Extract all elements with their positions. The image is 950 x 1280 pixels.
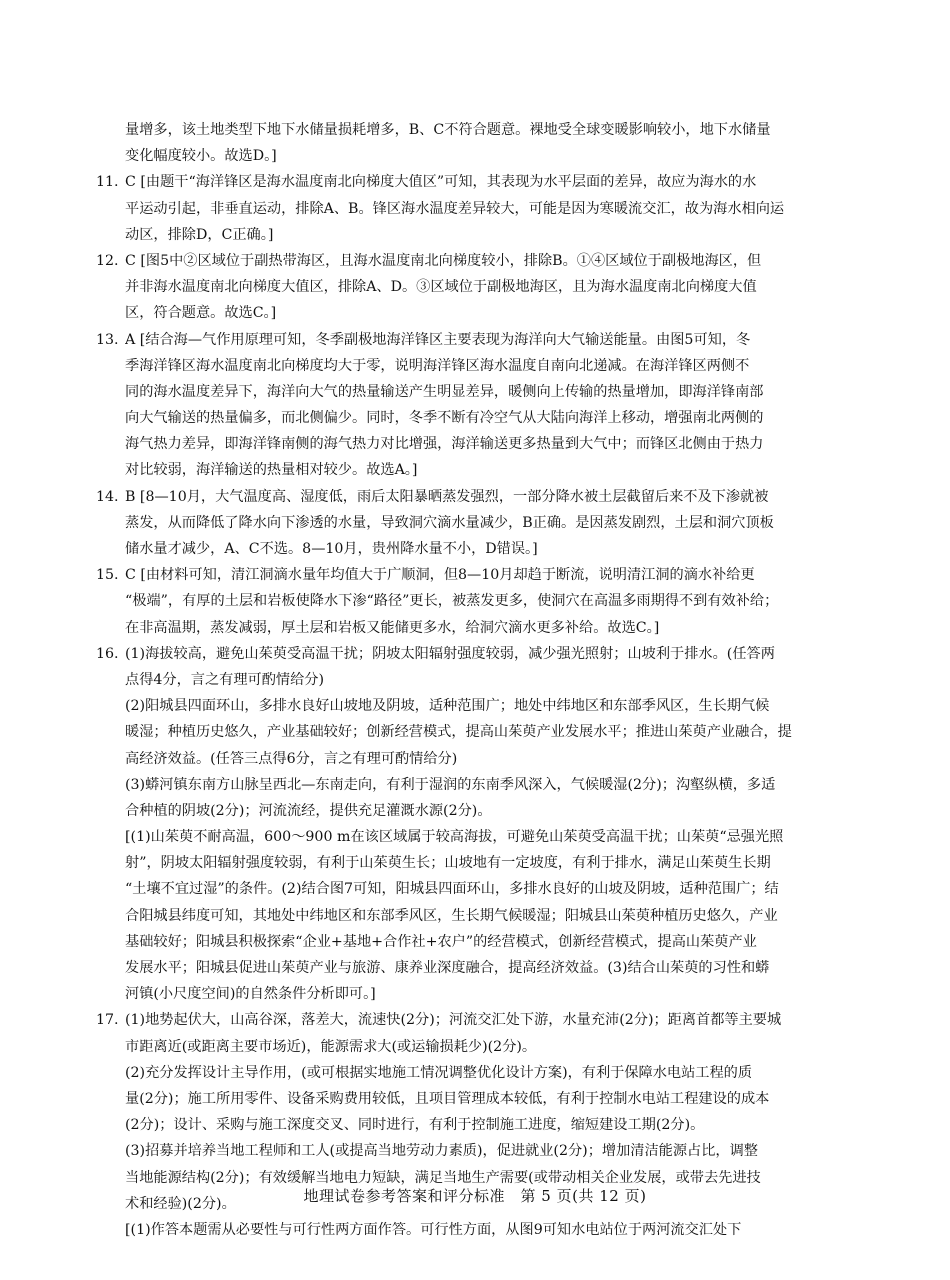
text-line: 暖湿；种植历史悠久，产业基础较好；创新经营模式，提高山茱萸产业发展水平；推进山茱萸产业融合，提 bbox=[125, 724, 792, 741]
text-line: B [8—10月，大气温度高、湿度低，雨后太阳暴晒蒸发强烈，一部分降水被土层截留后来不及下渗就被 bbox=[125, 488, 769, 505]
continued-text bbox=[97, 117, 857, 169]
text-line: 平运动引起，非垂直运动，排除A、B。锋区海水温度差异较大，可能是因为寒暖流交汇，故为海水相向运 bbox=[125, 200, 785, 217]
question-number: 15. bbox=[96, 567, 119, 584]
text-line: (2)阳城县四面环山，多排水良好山坡地及阴坡，适种范围广；地处中纬地区和东部季风区，生长期气候 bbox=[125, 698, 770, 715]
answer-body bbox=[125, 327, 857, 484]
text-line: [(1)山茱萸不耐高温，600～900 m在该区域属于较高海拔，可避免山茱萸受高温干扰；山茱萸“忌强光照 bbox=[125, 829, 784, 846]
question-number: 16. bbox=[96, 645, 119, 662]
text-line: 河镇(小尺度空间)的自然条件分析即可。] bbox=[125, 986, 376, 1003]
text-line: 区，符合题意。故选C。] bbox=[125, 305, 277, 322]
text-line: 向大气输送的热量偏多，而北侧偏少。同时，冬季不断有冷空气从大陆向海洋上移动，增强南北两侧的 bbox=[125, 410, 764, 427]
text-line: 动区，排除D，C正确。] bbox=[125, 226, 274, 243]
text-line: 当地能源结构(2分)；有效缓解当地电力短缺，满足当地生产需要(或带动相关企业发展，或带去先进技 bbox=[125, 1169, 761, 1186]
text-line: 对比较弱，海洋输送的热量相对较少。故选A。] bbox=[125, 462, 418, 479]
text-line: 季海洋锋区海水温度南北向梯度均大于零，说明海洋锋区海水温度自南向北递减。在海洋锋区两侧不 bbox=[125, 357, 750, 374]
answer-body bbox=[125, 641, 857, 1008]
text-line: 合种植的阴坡(2分)；河流流经，提供充足灌溉水源(2分)。 bbox=[125, 802, 492, 819]
text-line: (3)蟒河镇东南方山脉呈西北—东南走向，有利于湿润的东南季风深入，气候暖湿(2分)；沟壑纵横，多适 bbox=[125, 776, 776, 793]
text-line: 在非高温期，蒸发减弱，厚土层和岩板又能储更多水，给洞穴滴水更多补给。故选C。] bbox=[125, 619, 660, 636]
answer-item bbox=[97, 169, 857, 248]
text-line: (1)海拔较高，避免山茱萸受高温干扰；阴坡太阳辐射强度较弱，减少强光照射；山坡利于排水。(任答两 bbox=[125, 645, 775, 662]
text-line: (1)地势起伏大，山高谷深，落差大，流速快(2分)；河流交汇处下游，水量充沛(2分)；距离首都等主要城 bbox=[125, 1012, 782, 1029]
text-line: 市距离近(或距离主要市场近)，能源需求大(或运输损耗少)(2分)。 bbox=[125, 1038, 537, 1055]
answer-item bbox=[97, 248, 857, 327]
text-line: 术和经验)(2分)。 bbox=[125, 1195, 236, 1212]
text-line: A [结合海—气作用原理可知，冬季副极地海洋锋区主要表现为海洋向大气输送能量。由图5可知，冬 bbox=[125, 331, 751, 348]
question-number: 13. bbox=[96, 331, 119, 348]
text-line: 量(2分)；施工所用零件、设备采购费用较低，且项目管理成本较低，有利于控制水电站工程建设的成本 bbox=[125, 1090, 770, 1107]
text-line: (2)充分发挥设计主导作用，(或可根据实地施工情况调整优化设计方案)，有利于保障水电站工程的质 bbox=[125, 1064, 753, 1081]
text-line: “土壤不宜过湿”的条件。(2)结合图7可知，阳城县四面环山，多排水良好的山坡及阴坡，适种范围广；结 bbox=[125, 881, 779, 898]
answer-item bbox=[97, 484, 857, 563]
text-line: 量增多，该土地类型下地下水储量损耗增多，B、C不符合题意。裸地受全球变暖影响较小，地下水储量 bbox=[125, 122, 771, 138]
text-line: 点得4分，言之有理可酌情给分) bbox=[125, 671, 325, 688]
answer-item bbox=[97, 641, 857, 1008]
answer-body bbox=[125, 117, 857, 169]
answer-body bbox=[125, 562, 857, 641]
text-line: 基础较好；阳城县积极探索“企业+基地+合作社+农户”的经营模式，创新经营模式，提高山茱萸产业 bbox=[125, 933, 757, 950]
answer-body bbox=[125, 169, 857, 248]
question-number: 17. bbox=[96, 1012, 119, 1029]
text-line: 合阳城县纬度可知，其地处中纬地区和东部季风区，生长期气候暖湿；阳城县山茱萸种植历史悠久，产业 bbox=[125, 907, 778, 924]
text-line: 并非海水温度南北向梯度大值区，排除A、D。③区域位于副极地海区，且为海水温度南北向梯度大值 bbox=[125, 279, 757, 296]
question-number: 12. bbox=[96, 252, 119, 269]
text-line: (3)招募并培养当地工程师和工人(或提高当地劳动力素质)，促进就业(2分)；增加清洁能源占比，调整 bbox=[125, 1143, 758, 1160]
text-line: 蒸发，从而降低了降水向下渗透的水量，导致洞穴滴水量减少，B正确。是因蒸发剧烈，土层和洞穴顶板 bbox=[125, 514, 774, 531]
text-line: C [由题干“海洋锋区是海水温度南北向梯度大值区”可知，其表现为水平层面的差异，故应为海水的水 bbox=[125, 174, 757, 191]
question-number: 14. bbox=[96, 488, 119, 505]
answer-body bbox=[125, 484, 857, 563]
text-line: 变化幅度较小。故选D。] bbox=[125, 148, 277, 165]
answer-item bbox=[97, 327, 857, 484]
answer-item bbox=[97, 1007, 857, 1243]
text-line: 高经济效益。(任答三点得6分，言之有理可酌情给分) bbox=[125, 750, 458, 767]
text-line: 储水量才减少，A、C不选。8—10月，贵州降水量不小，D错误。] bbox=[125, 541, 538, 557]
text-line: C [由材料可知，清江洞滴水量年均值大于广顺洞，但8—10月却趋于断流，说明清江洞的滴水补给更 bbox=[125, 567, 755, 584]
text-line: 同的海水温度差异下，海洋向大气的热量输送产生明显差异，暖侧向上传输的热量增加，即海洋锋南部 bbox=[125, 383, 764, 400]
text-line: 射”，阴坡太阳辐射强度较弱，有利于山茱萸生长；山坡地有一定坡度，有利于排水，满足山茱萸生长期 bbox=[125, 855, 771, 872]
text-line: C [图5中②区域位于副热带海区，且海水温度南北向梯度较小，排除B。①④区域位于副极地海区，但 bbox=[125, 252, 762, 269]
text-line: “极端”，有厚的土层和岩板使降水下渗“路径”更长，被蒸发更多，使洞穴在高温多雨期得不到有效补给； bbox=[125, 593, 779, 610]
question-number: 11. bbox=[96, 174, 119, 191]
text-line: (2分)；设计、采购与施工深度交叉、同时进行，有利于控制施工进度，缩短建设工期(2分)。 bbox=[125, 1117, 705, 1134]
text-line: 发展水平；阳城县促进山茱萸产业与旅游、康养业深度融合，提高经济效益。(3)结合山茱萸的习性和蟒 bbox=[125, 960, 770, 976]
answer-item bbox=[97, 562, 857, 641]
text-line: [(1)作答本题需从必要性与可行性两方面作答。可行性方面，从图9可知水电站位于两河流交汇处下 bbox=[125, 1221, 742, 1238]
answer-body bbox=[125, 248, 857, 327]
answer-text bbox=[97, 117, 857, 1243]
answer-body bbox=[125, 1007, 857, 1243]
page-footer: 地理试卷参考答案和评分标准 第 5 页(共 12 页) bbox=[303, 1187, 647, 1205]
text-line: 海气热力差异，即海洋锋南侧的海气热力对比增强，海洋输送更多热量到大气中；而锋区北侧由于热力 bbox=[125, 436, 764, 453]
